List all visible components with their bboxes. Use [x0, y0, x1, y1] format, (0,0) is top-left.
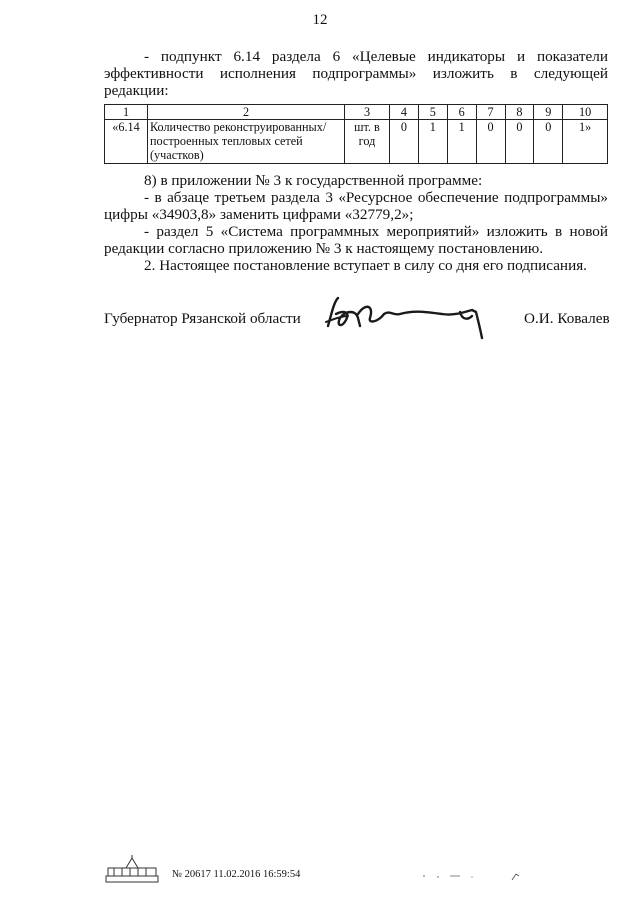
table-cell: 0: [534, 120, 563, 164]
table-header-cell: 9: [534, 105, 563, 120]
table-header-cell: 7: [476, 105, 505, 120]
document-stamp: № 20617 11.02.2016 16:59:54: [172, 869, 301, 880]
signatory-position: Губернатор Рязанской области: [104, 310, 301, 327]
table-header-cell: 8: [505, 105, 534, 120]
item-paragraph: - в абзаце третьем раздела 3 «Ресурсное обеспечение подпрограммы» цифры «34903,8» заменить цифрами «32779,2»;: [104, 189, 608, 223]
table-cell: 1: [418, 120, 447, 164]
item-paragraph: 2. Настоящее постановление вступает в силу со дня его подписания.: [144, 257, 587, 274]
item-paragraph: 8) в приложении № 3 к государственной программе:: [144, 172, 483, 189]
table-header-cell: 4: [390, 105, 419, 120]
table-header-cell: 1: [105, 105, 148, 120]
building-logo-icon: [104, 854, 160, 884]
table-cell: 0: [505, 120, 534, 164]
table-cell: шт. в год: [345, 120, 390, 164]
table-header-cell: 2: [148, 105, 345, 120]
table-header-cell: 6: [447, 105, 476, 120]
table-header-cell: 10: [563, 105, 608, 120]
table-cell: 0: [390, 120, 419, 164]
intro-paragraph: - подпункт 6.14 раздела 6 «Целевые индикаторы и показатели эффективности исполнения подпрограммы» изложить в следующей редакции:: [104, 48, 608, 99]
table-cell: Количество реконструированных/ построенных тепловых сетей (участков): [148, 120, 345, 164]
table-header-row: [105, 105, 608, 120]
table-cell: 0: [476, 120, 505, 164]
scan-artifact: [420, 868, 530, 882]
table-cell: 1: [447, 120, 476, 164]
table-header-cell: 5: [418, 105, 447, 120]
table-cell: «6.14: [105, 120, 148, 164]
item-paragraph: - раздел 5 «Система программных мероприятий» изложить в новой редакции согласно приложению № 3 к настоящему постановлению.: [104, 223, 608, 257]
page-number: 12: [312, 12, 328, 28]
signatory-name: О.И. Ковалев: [524, 310, 610, 327]
table-cell: 1»: [563, 120, 608, 164]
indicator-table: [104, 104, 608, 164]
table-row: [105, 120, 608, 164]
handwritten-signature: [322, 292, 502, 340]
table-header-cell: 3: [345, 105, 390, 120]
